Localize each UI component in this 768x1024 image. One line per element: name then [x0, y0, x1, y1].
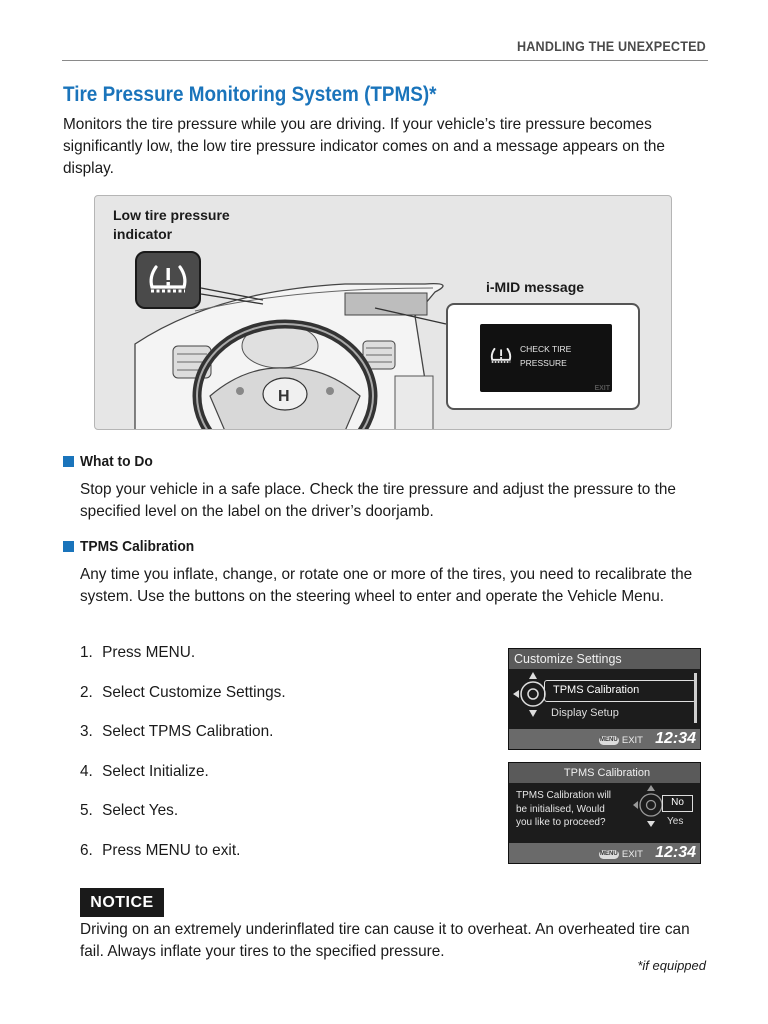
- section-header: HANDLING THE UNEXPECTED: [517, 38, 706, 54]
- tpms-calibration-heading: [63, 538, 204, 555]
- exit-hint: [599, 735, 643, 746]
- menu-button-icon: MENU: [600, 851, 618, 857]
- imid-message-panel: [446, 303, 640, 410]
- imid-screen: [480, 324, 612, 392]
- step-text: Select Customize Settings.: [102, 684, 286, 701]
- step-number: 2.: [80, 684, 93, 701]
- display-setup-option[interactable]: Display Setup: [551, 707, 619, 719]
- intro-paragraph: Monitors the tire pressure while you are driving. If your vehicle’s tire pressure becomes significantly low, the low tire pressure indicator comes on and a message appears on the display.: [63, 116, 665, 177]
- exit-label: EXIT: [621, 849, 643, 860]
- what-to-do-heading-text: What to Do: [80, 453, 153, 470]
- tpms-calibration-text: Any time you inflate, change, or rotate one or more of the tires, you need to recalibrate the system. Use the buttons on the steering wheel to enter and operate the Vehicle Menu.: [80, 566, 693, 605]
- tire-pressure-warning-icon: [135, 251, 201, 309]
- step-item: [80, 684, 286, 702]
- bullet-square-icon: [63, 456, 74, 467]
- what-to-do-text: Stop your vehicle in a safe place. Check the tire pressure and adjust the pressure to the specified level on the label on the driver’s doorjamb.: [80, 481, 676, 520]
- page-title: Tire Pressure Monitoring System (TPMS)*: [63, 83, 437, 106]
- step-item: [80, 842, 240, 860]
- honda-logo: H: [278, 388, 290, 405]
- exit-label: EXIT: [621, 735, 643, 746]
- what-to-do-heading: [63, 453, 159, 470]
- step-number: 5.: [80, 802, 93, 819]
- imid-message-text: [520, 342, 571, 370]
- imid-line-1: CHECK TIRE: [520, 344, 572, 354]
- imid-exit-label: EXIT: [594, 385, 610, 392]
- step-number: 6.: [80, 842, 93, 859]
- tpms-calibration-screen: [508, 762, 701, 864]
- bullet-square-icon: [63, 541, 74, 552]
- exit-hint: [599, 849, 643, 860]
- screen-title: Customize Settings: [509, 649, 700, 669]
- prompt-line-3: you like to proceed?: [516, 817, 606, 828]
- prompt-line-2: be initialised, Would: [516, 803, 605, 815]
- step-item: [80, 644, 195, 662]
- imid-message-label: i-MID message: [486, 279, 585, 295]
- notice-text: Driving on an extremely underinflated tire can cause it to overheat. An overheated tire can fail. Always inflate your tires to the specified pressure.: [80, 921, 690, 960]
- scrollbar: [694, 673, 697, 723]
- customize-settings-screen: [508, 648, 701, 750]
- screen-title: TPMS Calibration: [509, 763, 700, 783]
- tpms-calibration-heading-text: TPMS Calibration: [80, 538, 195, 555]
- menu-button-icon: MENU: [600, 737, 618, 743]
- yes-option[interactable]: Yes: [667, 816, 684, 827]
- step-text: Press MENU to exit.: [102, 842, 241, 859]
- screen-footer: [509, 729, 700, 749]
- tpms-calibration-option[interactable]: TPMS Calibration: [544, 680, 696, 702]
- step-item: [80, 802, 178, 820]
- step-text: Select Initialize.: [102, 763, 209, 780]
- low-tire-indicator-label: Low tire pressure indicator: [113, 207, 230, 242]
- step-number: 3.: [80, 723, 93, 740]
- step-text: Press MENU.: [102, 644, 196, 661]
- screen-body: [509, 669, 700, 729]
- selector-dial-icon: [631, 783, 671, 843]
- clock: 12:34: [655, 844, 696, 861]
- step-number: 4.: [80, 763, 93, 780]
- header-rule: [62, 60, 708, 61]
- step-item: [80, 763, 209, 781]
- step-text: Select Yes.: [102, 802, 179, 819]
- dashboard-figure: [94, 195, 672, 430]
- screen-footer: [509, 843, 700, 863]
- imid-line-2: PRESSURE: [520, 358, 567, 368]
- screen-body: [509, 783, 700, 843]
- clock: 12:34: [655, 730, 696, 747]
- footnote: *if equipped: [637, 958, 706, 973]
- calibration-prompt: [516, 789, 611, 830]
- no-button[interactable]: No: [662, 795, 693, 812]
- tire-pressure-warning-icon: [489, 345, 513, 367]
- step-item: [80, 723, 273, 741]
- prompt-line-1: TPMS Calibration will: [516, 790, 612, 801]
- step-number: 1.: [80, 644, 93, 661]
- step-text: Select TPMS Calibration.: [102, 723, 274, 740]
- notice-label: NOTICE: [80, 888, 164, 917]
